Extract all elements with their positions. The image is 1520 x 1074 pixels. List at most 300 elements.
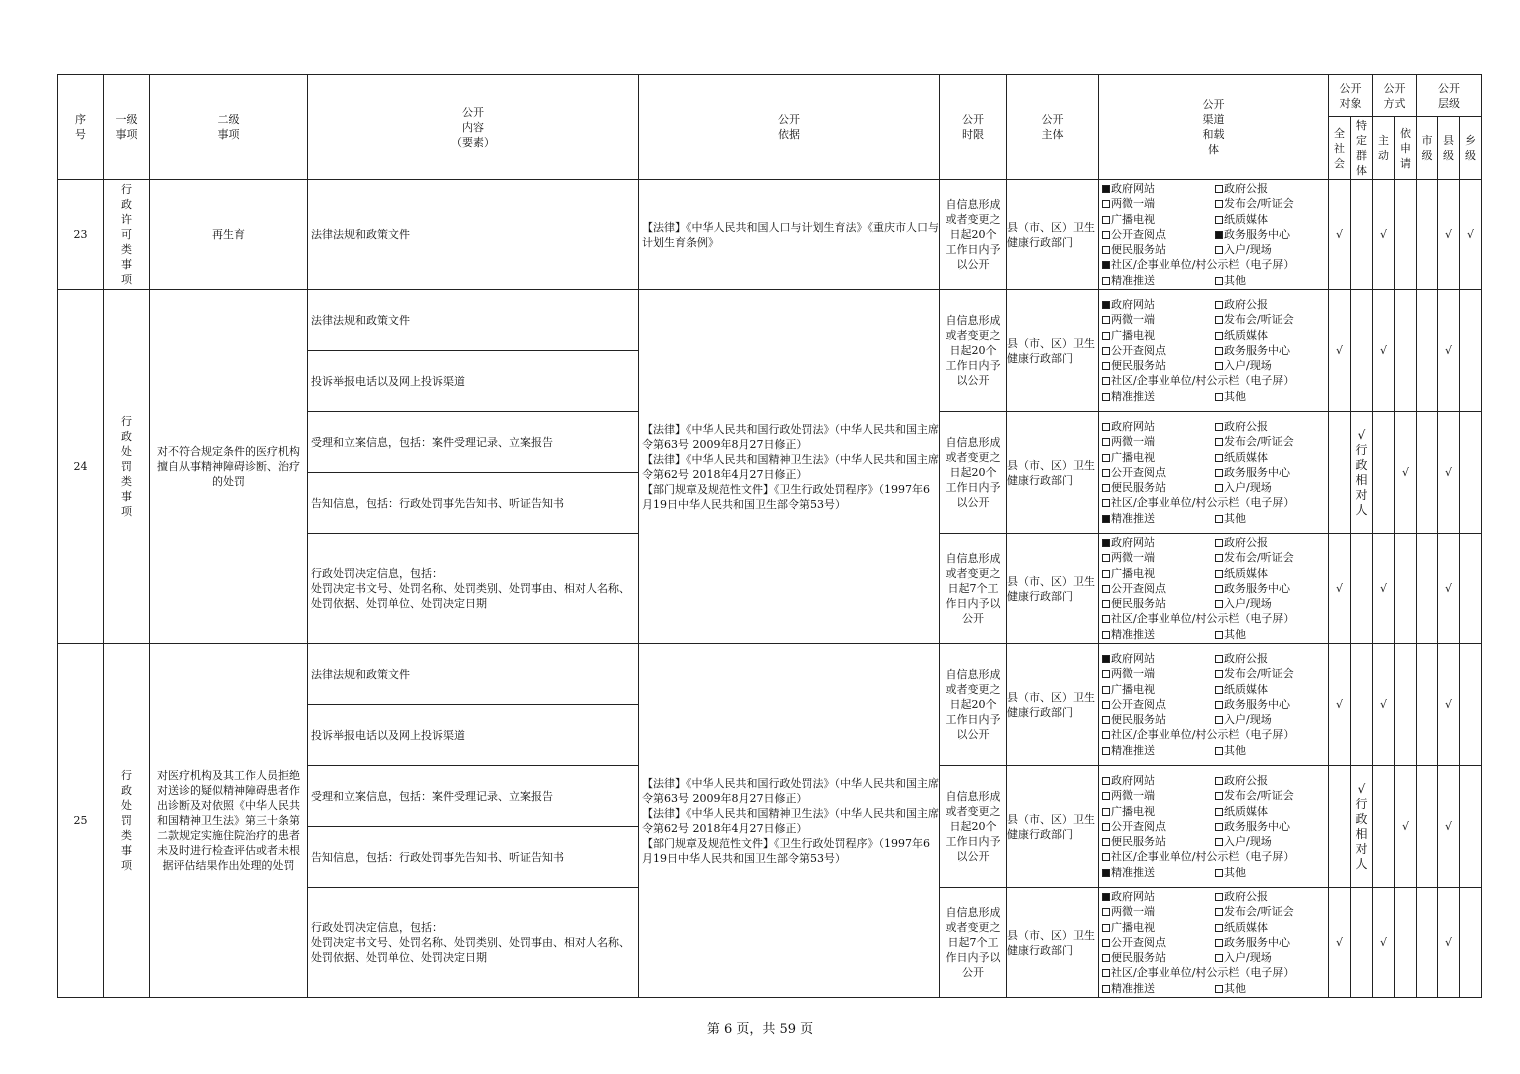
checkbox-empty-icon (1102, 231, 1110, 239)
row-content: 投诉举报电话以及网上投诉渠道 (308, 351, 639, 412)
channel-item (1215, 566, 1328, 581)
checkbox-empty-icon (1102, 377, 1110, 385)
channel-item (1215, 450, 1328, 465)
channel-item (1102, 566, 1215, 581)
channel-item (1215, 596, 1328, 611)
checkbox-empty-icon (1102, 808, 1110, 816)
channel-label: 广播电视 (1111, 450, 1155, 464)
header-level2: 二级事项 (150, 75, 308, 180)
checkbox-empty-icon (1215, 777, 1223, 785)
channel-label: 发布会/听证会 (1224, 667, 1294, 681)
checkbox-empty-icon (1102, 731, 1110, 739)
checkbox-empty-icon (1215, 216, 1223, 224)
checkbox-empty-icon (1102, 969, 1110, 977)
checkbox-empty-icon (1215, 454, 1223, 462)
channel-label: 便民服务站 (1111, 951, 1166, 965)
channel-item (1215, 480, 1328, 495)
channel-item (1215, 743, 1328, 758)
checkbox-empty-icon (1215, 701, 1223, 709)
channel-item (1102, 965, 1328, 980)
channel-label: 发布会/听证会 (1224, 789, 1294, 803)
channel-item (1215, 465, 1328, 480)
channel-label: 政务服务中心 (1224, 465, 1290, 479)
row-mark-all: √ (1329, 290, 1351, 412)
channel-item (1102, 834, 1215, 849)
row-channels (1099, 290, 1329, 412)
channel-label: 政务服务中心 (1224, 819, 1290, 833)
channel-label: 政务服务中心 (1224, 343, 1290, 357)
channel-label: 社区/企事业单位/村公示栏（电子屏） (1111, 374, 1295, 388)
row-mark-active: √ (1373, 180, 1395, 290)
row-channels (1099, 644, 1329, 766)
channel-label: 政府公报 (1224, 889, 1268, 903)
channel-item (1102, 804, 1215, 819)
channel-item (1215, 712, 1328, 727)
channel-label: 发布会/听证会 (1224, 551, 1294, 565)
row-mark-county: √ (1438, 412, 1460, 534)
header-method: 公开方式 (1373, 75, 1417, 117)
row-mark-all (1329, 766, 1351, 888)
channel-item (1215, 981, 1328, 996)
checkbox-checked-icon (1102, 539, 1110, 547)
row-mark-active: √ (1373, 290, 1395, 412)
channel-item (1215, 804, 1328, 819)
row-subject: 县（市、区）卫生健康行政部门 (1007, 888, 1099, 998)
channel-item (1215, 819, 1328, 834)
checkbox-empty-icon (1215, 939, 1223, 947)
channel-list (1099, 889, 1328, 996)
channel-item (1102, 627, 1215, 642)
row-mark-town (1460, 644, 1482, 766)
channel-list (1099, 535, 1328, 642)
channel-item (1102, 465, 1215, 480)
checkbox-empty-icon (1102, 438, 1110, 446)
row-mark-specific (1351, 766, 1373, 888)
channel-label: 两微一端 (1111, 197, 1155, 211)
channel-label: 精准推送 (1111, 627, 1155, 641)
channel-item (1215, 343, 1328, 358)
row-mark-specific (1351, 180, 1373, 290)
channel-item (1215, 227, 1328, 242)
channel-label: 精准推送 (1111, 389, 1155, 403)
channel-label: 政务服务中心 (1224, 581, 1290, 595)
row-time: 自信息形成或者变更之日起7个工作日内予以公开 (940, 534, 1007, 644)
specific-target-text: √行政相对人 (1355, 781, 1368, 871)
row-mark-county: √ (1438, 180, 1460, 290)
channel-label: 社区/企事业单位/村公示栏（电子屏） (1111, 258, 1295, 272)
row-time: 自信息形成或者变更之日起20个工作日内予以公开 (940, 290, 1007, 412)
channel-label: 政府网站 (1111, 297, 1155, 311)
channel-label: 社区/企事业单位/村公示栏（电子屏） (1111, 728, 1295, 742)
channel-label: 便民服务站 (1111, 713, 1166, 727)
channel-item (1215, 242, 1328, 257)
channel-item (1215, 904, 1328, 919)
channel-item (1215, 865, 1328, 880)
channel-item (1215, 773, 1328, 788)
checkbox-empty-icon (1102, 853, 1110, 861)
checkbox-empty-icon (1102, 585, 1110, 593)
channel-label: 政府公报 (1224, 535, 1268, 549)
row-mark-apply (1395, 888, 1417, 998)
table-row (58, 180, 1482, 290)
channel-item (1102, 312, 1215, 327)
checkbox-empty-icon (1102, 686, 1110, 694)
row-subject: 县（市、区）卫生健康行政部门 (1007, 534, 1099, 644)
channel-item (1102, 419, 1215, 434)
row-mark-county: √ (1438, 766, 1460, 888)
checkbox-empty-icon (1102, 393, 1110, 401)
row-mark-city (1417, 534, 1438, 644)
row-time: 自信息形成或者变更之日起20个工作日内予以公开 (940, 766, 1007, 888)
checkbox-checked-icon (1215, 231, 1223, 239)
channel-list (1099, 181, 1328, 288)
channel-label: 政府公报 (1224, 181, 1268, 195)
checkbox-empty-icon (1102, 777, 1110, 785)
channel-label: 纸质媒体 (1224, 566, 1268, 580)
channel-list (1099, 651, 1328, 758)
row-basis: 【法律】《中华人民共和国人口与计划生育法》《重庆市人口与计划生育条例》 (639, 180, 940, 290)
channel-item (1102, 788, 1215, 803)
channel-list (1099, 297, 1328, 404)
channel-list (1099, 773, 1328, 880)
checkbox-checked-icon (1102, 655, 1110, 663)
channel-item (1102, 581, 1215, 596)
channel-label: 便民服务站 (1111, 835, 1166, 849)
checkbox-empty-icon (1215, 600, 1223, 608)
channel-item (1215, 935, 1328, 950)
channel-item (1215, 581, 1328, 596)
checkbox-empty-icon (1102, 908, 1110, 916)
channel-label: 广播电视 (1111, 566, 1155, 580)
row-basis: 【法律】《中华人民共和国行政处罚法》（中华人民共和国主席令第63号 2009年8月27日修正） 【法律】《中华人民共和国精神卫生法》（中华人民共和国主席令第62号 2018年4月27日修正） 【部门规章及规范性文件】《卫生行政处罚程序》（1997年6月19日中华人民共和国卫生部令第53号） (639, 290, 940, 644)
channel-label: 公开查阅点 (1111, 697, 1166, 711)
channel-label: 政府公报 (1224, 419, 1268, 433)
row-mark-active: √ (1373, 888, 1395, 998)
checkbox-empty-icon (1102, 423, 1110, 431)
channel-label: 两微一端 (1111, 667, 1155, 681)
checkbox-empty-icon (1215, 655, 1223, 663)
header-basis: 公开依据 (639, 75, 940, 180)
channel-label: 入户/现场 (1224, 713, 1272, 727)
channel-item (1102, 904, 1215, 919)
row-content: 告知信息，包括：行政处罚事先告知书、听证告知书 (308, 827, 639, 888)
channel-label: 公开查阅点 (1111, 227, 1166, 241)
row-mark-specific (1351, 290, 1373, 412)
channel-item (1215, 196, 1328, 211)
channel-label: 政府网站 (1111, 651, 1155, 665)
header-target: 公开对象 (1329, 75, 1373, 117)
channel-item (1102, 682, 1215, 697)
checkbox-checked-icon (1102, 893, 1110, 901)
checkbox-empty-icon (1102, 939, 1110, 947)
channel-item (1215, 682, 1328, 697)
channel-label: 广播电视 (1111, 328, 1155, 342)
checkbox-empty-icon (1215, 393, 1223, 401)
channel-label: 精准推送 (1111, 273, 1155, 287)
channel-label: 其他 (1224, 981, 1246, 995)
channel-item (1215, 297, 1328, 312)
checkbox-empty-icon (1102, 200, 1110, 208)
row-channels (1099, 766, 1329, 888)
channel-item (1102, 596, 1215, 611)
channel-item (1215, 920, 1328, 935)
header-layer: 公开层级 (1417, 75, 1482, 117)
channel-item (1102, 920, 1215, 935)
checkbox-empty-icon (1102, 484, 1110, 492)
channel-label: 社区/企事业单位/村公示栏（电子屏） (1111, 496, 1295, 510)
row-mark-apply (1395, 290, 1417, 412)
checkbox-empty-icon (1215, 908, 1223, 916)
checkbox-empty-icon (1215, 747, 1223, 755)
checkbox-checked-icon (1102, 515, 1110, 523)
checkbox-empty-icon (1215, 347, 1223, 355)
header-layer-town: 乡级 (1460, 117, 1482, 180)
channel-item (1215, 834, 1328, 849)
channel-item (1215, 312, 1328, 327)
row-mark-active: √ (1373, 534, 1395, 644)
checkbox-empty-icon (1215, 954, 1223, 962)
header-level1: 一级事项 (104, 75, 150, 180)
channel-label: 政府公报 (1224, 651, 1268, 665)
channel-item (1102, 950, 1215, 965)
header-time: 公开时限 (940, 75, 1007, 180)
row-mark-city (1417, 290, 1438, 412)
channel-item (1102, 196, 1215, 211)
checkbox-empty-icon (1215, 515, 1223, 523)
checkbox-empty-icon (1215, 686, 1223, 694)
row-level2: 对不符合规定条件的医疗机构擅自从事精神障碍诊断、治疗的处罚 (150, 290, 308, 644)
row-mark-apply (1395, 644, 1417, 766)
row-content: 行政处罚决定信息，包括： 处罚决定书文号、处罚名称、处罚类别、处罚事由、相对人名称、处罚依据、处罚单位、处罚决定日期 (308, 888, 639, 998)
row-mark-city (1417, 766, 1438, 888)
channel-item (1102, 651, 1215, 666)
row-mark-all (1329, 412, 1351, 534)
checkbox-empty-icon (1215, 554, 1223, 562)
header-method-active: 主动 (1373, 117, 1395, 180)
checkbox-empty-icon (1215, 808, 1223, 816)
checkbox-empty-icon (1215, 277, 1223, 285)
channel-label: 纸质媒体 (1224, 804, 1268, 818)
row-mark-active (1373, 766, 1395, 888)
row-mark-all: √ (1329, 888, 1351, 998)
channel-label: 纸质媒体 (1224, 328, 1268, 342)
channel-label: 政府网站 (1111, 773, 1155, 787)
checkbox-empty-icon (1102, 600, 1110, 608)
channel-item (1102, 495, 1328, 510)
channel-item (1102, 727, 1328, 742)
checkbox-empty-icon (1102, 316, 1110, 324)
channel-item (1215, 181, 1328, 196)
row-time: 自信息形成或者变更之日起20个工作日内予以公开 (940, 180, 1007, 290)
channel-item (1102, 358, 1215, 373)
checkbox-empty-icon (1102, 554, 1110, 562)
row-mark-town: √ (1460, 180, 1482, 290)
row-subject: 县（市、区）卫生健康行政部门 (1007, 766, 1099, 888)
row-channels (1099, 412, 1329, 534)
row-level1-text: 行政处罚类事项 (121, 415, 132, 518)
checkbox-empty-icon (1102, 454, 1110, 462)
row-subject: 县（市、区）卫生健康行政部门 (1007, 180, 1099, 290)
channel-label: 政务服务中心 (1224, 935, 1290, 949)
channel-item (1102, 450, 1215, 465)
row-mark-specific (1351, 534, 1373, 644)
checkbox-empty-icon (1102, 954, 1110, 962)
checkbox-empty-icon (1102, 838, 1110, 846)
row-mark-county: √ (1438, 644, 1460, 766)
channel-item (1215, 697, 1328, 712)
checkbox-empty-icon (1215, 539, 1223, 547)
checkbox-empty-icon (1102, 499, 1110, 507)
checkbox-checked-icon (1102, 869, 1110, 877)
header-seq: 序号 (58, 75, 104, 180)
row-mark-apply: √ (1395, 412, 1417, 534)
checkbox-checked-icon (1102, 185, 1110, 193)
checkbox-empty-icon (1215, 332, 1223, 340)
checkbox-checked-icon (1102, 261, 1110, 269)
row-mark-apply: √ (1395, 766, 1417, 888)
disclosure-table (57, 74, 1482, 998)
channel-item (1215, 358, 1328, 373)
header-layer-county: 县级 (1438, 117, 1460, 180)
row-mark-all: √ (1329, 534, 1351, 644)
row-mark-active: √ (1373, 644, 1395, 766)
channel-label: 入户/现场 (1224, 835, 1272, 849)
checkbox-checked-icon (1102, 301, 1110, 309)
channel-item (1215, 889, 1328, 904)
channel-item (1102, 181, 1215, 196)
channel-label: 广播电视 (1111, 212, 1155, 226)
channel-item (1215, 434, 1328, 449)
channel-label: 社区/企事业单位/村公示栏（电子屏） (1111, 612, 1295, 626)
checkbox-empty-icon (1102, 246, 1110, 254)
channel-item (1102, 297, 1215, 312)
channel-item (1215, 950, 1328, 965)
channel-label: 政府网站 (1111, 181, 1155, 195)
row-mark-active (1373, 412, 1395, 534)
channel-label: 纸质媒体 (1224, 682, 1268, 696)
checkbox-empty-icon (1102, 747, 1110, 755)
channel-label: 广播电视 (1111, 920, 1155, 934)
checkbox-empty-icon (1102, 277, 1110, 285)
checkbox-empty-icon (1215, 316, 1223, 324)
row-level1-text: 行政许可类事项 (121, 183, 132, 286)
row-mark-town (1460, 290, 1482, 412)
channel-label: 政府网站 (1111, 419, 1155, 433)
channel-item (1102, 981, 1215, 996)
row-content: 投诉举报电话以及网上投诉渠道 (308, 705, 639, 766)
channel-item (1215, 511, 1328, 526)
checkbox-empty-icon (1215, 985, 1223, 993)
checkbox-empty-icon (1102, 924, 1110, 932)
channel-item (1102, 242, 1215, 257)
header-channel: 公开渠道和载体 (1099, 75, 1329, 180)
checkbox-empty-icon (1215, 716, 1223, 724)
checkbox-empty-icon (1102, 362, 1110, 370)
channel-item (1215, 389, 1328, 404)
header-method-apply: 依申请 (1395, 117, 1417, 180)
channel-item (1102, 257, 1328, 272)
row-subject: 县（市、区）卫生健康行政部门 (1007, 644, 1099, 766)
row-mark-town (1460, 888, 1482, 998)
channel-label: 公开查阅点 (1111, 935, 1166, 949)
row-level1 (104, 290, 150, 644)
channel-item (1102, 535, 1215, 550)
row-mark-apply (1395, 180, 1417, 290)
channel-label: 纸质媒体 (1224, 450, 1268, 464)
row-time: 自信息形成或者变更之日起20个工作日内予以公开 (940, 412, 1007, 534)
checkbox-empty-icon (1102, 823, 1110, 831)
checkbox-empty-icon (1215, 301, 1223, 309)
channel-label: 便民服务站 (1111, 243, 1166, 257)
checkbox-empty-icon (1215, 469, 1223, 477)
channel-item (1102, 935, 1215, 950)
channel-label: 入户/现场 (1224, 951, 1272, 965)
checkbox-empty-icon (1215, 484, 1223, 492)
row-mark-county: √ (1438, 534, 1460, 644)
channel-item (1215, 651, 1328, 666)
row-basis: 【法律】《中华人民共和国行政处罚法》（中华人民共和国主席令第63号 2009年8月27日修正） 【法律】《中华人民共和国精神卫生法》（中华人民共和国主席令第62号 2018年4月27日修正） 【部门规章及规范性文件】《卫生行政处罚程序》（1997年6月19日中华人民共和国卫生部令第53号） (639, 644, 940, 998)
channel-label: 便民服务站 (1111, 359, 1166, 373)
row-content: 法律法规和政策文件 (308, 644, 639, 705)
channel-item (1102, 227, 1215, 242)
channel-label: 纸质媒体 (1224, 212, 1268, 226)
channel-item (1102, 819, 1215, 834)
row-mark-all: √ (1329, 644, 1351, 766)
row-mark-city (1417, 888, 1438, 998)
channel-item (1102, 550, 1215, 565)
channel-label: 精准推送 (1111, 511, 1155, 525)
row-mark-city (1417, 412, 1438, 534)
header-content: 公开内容 （要素） (308, 75, 639, 180)
channel-label: 公开查阅点 (1111, 581, 1166, 595)
channel-label: 入户/现场 (1224, 359, 1272, 373)
channel-label: 两微一端 (1111, 313, 1155, 327)
checkbox-empty-icon (1102, 631, 1110, 639)
row-seq: 24 (58, 290, 104, 644)
channel-item (1102, 273, 1215, 288)
channel-label: 政府网站 (1111, 535, 1155, 549)
channel-label: 政府网站 (1111, 889, 1155, 903)
channel-label: 其他 (1224, 511, 1246, 525)
channel-label: 政府公报 (1224, 297, 1268, 311)
checkbox-empty-icon (1102, 332, 1110, 340)
checkbox-empty-icon (1215, 838, 1223, 846)
channel-label: 政务服务中心 (1224, 227, 1290, 241)
row-subject: 县（市、区）卫生健康行政部门 (1007, 290, 1099, 412)
channel-item (1102, 849, 1328, 864)
channel-item (1102, 212, 1215, 227)
row-seq: 25 (58, 644, 104, 998)
header-target-specific: 特定群体 (1351, 117, 1373, 180)
row-mark-specific (1351, 644, 1373, 766)
row-mark-all: √ (1329, 180, 1351, 290)
row-mark-apply (1395, 534, 1417, 644)
row-mark-city (1417, 644, 1438, 766)
checkbox-empty-icon (1215, 823, 1223, 831)
channel-label: 公开查阅点 (1111, 819, 1166, 833)
row-level1 (104, 180, 150, 290)
header-subject: 公开主体 (1007, 75, 1099, 180)
checkbox-empty-icon (1215, 362, 1223, 370)
channel-item (1102, 328, 1215, 343)
checkbox-empty-icon (1215, 185, 1223, 193)
channel-label: 其他 (1224, 389, 1246, 403)
channel-item (1215, 666, 1328, 681)
channel-label: 纸质媒体 (1224, 920, 1268, 934)
row-channels (1099, 888, 1329, 998)
checkbox-empty-icon (1102, 792, 1110, 800)
channel-item (1102, 712, 1215, 727)
